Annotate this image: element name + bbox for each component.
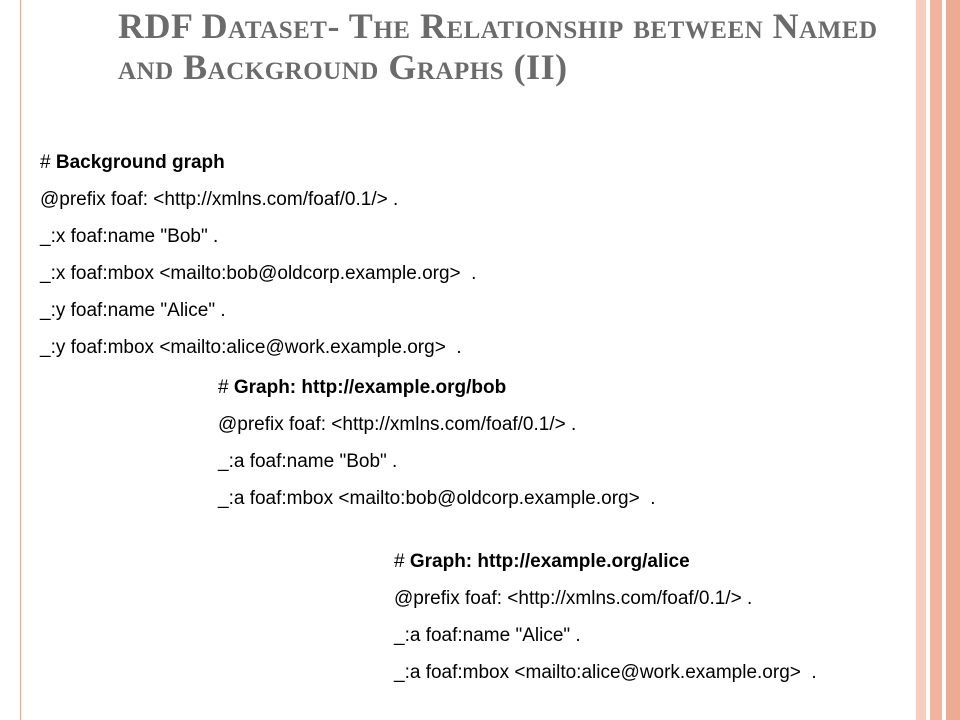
comment-hash: #	[218, 377, 234, 398]
code-line: @prefix foaf: <http://xmlns.com/foaf/0.1/> .	[40, 189, 399, 210]
heading-text: Graph: http://example.org/bob	[233, 377, 507, 398]
code-line: _:a foaf:name "Alice" .	[394, 625, 581, 646]
heading-text: Background graph	[55, 152, 225, 173]
background-graph-block	[40, 144, 476, 366]
slide-title: RDF Dataset- The Relationship between Named and Background Graphs (II)	[118, 6, 878, 87]
comment-hash: #	[394, 551, 410, 572]
code-line: _:x foaf:name "Bob" .	[40, 226, 219, 247]
heading-text: Graph: http://example.org/alice	[409, 551, 690, 572]
code-line: @prefix foaf: <http://xmlns.com/foaf/0.1/> .	[394, 588, 753, 609]
left-rule	[20, 0, 21, 720]
comment-hash: #	[40, 152, 56, 173]
code-line: @prefix foaf: <http://xmlns.com/foaf/0.1/> .	[218, 414, 577, 435]
code-line: _:y foaf:mbox <mailto:alice@work.example.org> .	[40, 337, 462, 358]
background-graph-heading	[40, 144, 476, 181]
code-line: _:y foaf:name "Alice" .	[40, 300, 226, 321]
code-line: _:a foaf:mbox <mailto:alice@work.example.org> .	[394, 662, 817, 683]
stripe-3	[930, 0, 942, 720]
stripe-5	[946, 0, 960, 720]
code-line: _:x foaf:mbox <mailto:bob@oldcorp.example.org> .	[40, 263, 477, 284]
alice-graph-heading	[394, 543, 817, 580]
bob-graph-block	[218, 369, 656, 517]
code-line: _:a foaf:mbox <mailto:bob@oldcorp.example.org> .	[218, 488, 656, 509]
decorative-stripes	[916, 0, 960, 720]
code-line: _:a foaf:name "Bob" .	[218, 451, 398, 472]
bob-graph-heading	[218, 369, 656, 406]
alice-graph-block	[394, 543, 827, 691]
stripe-1	[916, 0, 926, 720]
